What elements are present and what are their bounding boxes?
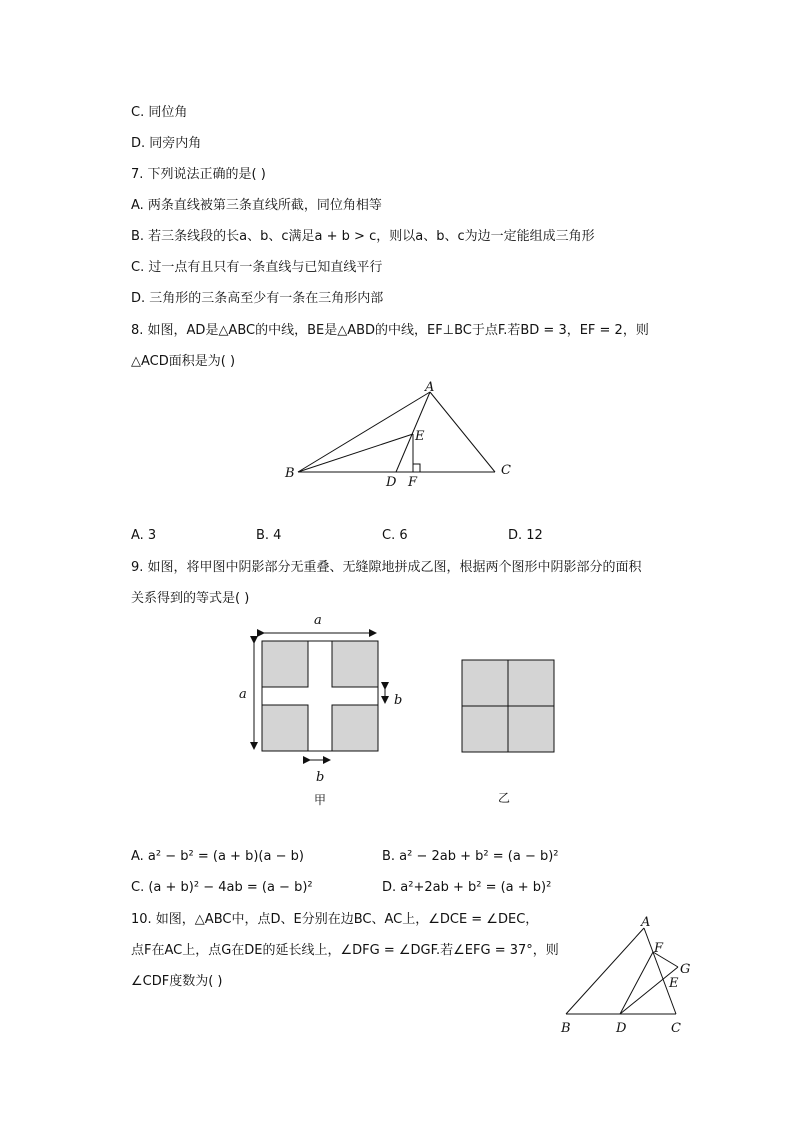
q9-yi-cell-topright [508, 660, 554, 706]
q10-label-b: B [561, 1021, 571, 1036]
q8-label-c: C [501, 463, 511, 478]
q10-label-c: C [671, 1021, 681, 1036]
q9-jia-shaded-topright [332, 641, 378, 687]
q8-label-a: A [425, 380, 435, 395]
q8-segment-be [298, 434, 413, 472]
q8-segment-ab [298, 392, 430, 472]
q9-option-a: A. a² − b² = (a + b)(a − b) [131, 849, 304, 864]
q9-stem-line1: 9. 如图，将甲图中阴影部分无重叠、无缝隙地拼成乙图，根据两个图形中阴影部分的面积 [131, 560, 642, 575]
q10-label-f: F [654, 941, 664, 956]
q8-option-d: D. 12 [508, 528, 543, 543]
q8-label-f: F [408, 475, 418, 490]
q9-label-yi: 乙 [498, 791, 511, 805]
q10-segment-ac [644, 928, 676, 1014]
q10-segment-dg [620, 967, 678, 1014]
q10-segment-ab [566, 928, 644, 1014]
q9-jia-outer-square [262, 641, 378, 751]
q10-segment-fg [653, 952, 678, 967]
q9-jia-shaded-bottomleft [262, 705, 308, 751]
q9-option-c: C. (a + b)² − 4ab = (a − b)² [131, 880, 313, 895]
q7-option-a: A. 两条直线被第三条直线所截，同位角相等 [131, 198, 382, 213]
q9-option-b: B. a² − 2ab + b² = (a − b)² [382, 849, 559, 864]
q8-right-angle-mark [413, 464, 420, 472]
q10-label-a: A [641, 915, 651, 930]
q9-jia-shaded-topleft [262, 641, 308, 687]
q10-label-g: G [680, 962, 691, 977]
q9-yi-cell-bottomright [508, 706, 554, 752]
q10-segment-df [620, 952, 653, 1014]
q9-yi-cell-bottomleft [462, 706, 508, 752]
q9-label-a-top: a [314, 613, 322, 628]
q8-label-b: B [285, 466, 295, 481]
q9-stem-line2: 关系得到的等式是( ) [131, 591, 250, 606]
q7-option-d: D. 三角形的三条高至少有一条在三角形内部 [131, 291, 384, 306]
q8-option-b: B. 4 [256, 528, 282, 543]
q8-segment-ad [396, 392, 430, 472]
q10-label-e: E [669, 976, 679, 991]
q8-label-e: E [415, 429, 425, 444]
q9-label-b-right: b [394, 693, 403, 708]
q6-option-d: D. 同旁内角 [131, 136, 202, 151]
q9-yi-cell-topleft [462, 660, 508, 706]
q10-stem-line2: 点F在AC上，点G在DE的延长线上，∠DFG = ∠DGF.若∠EFG = 37°，则 [131, 943, 559, 958]
q10-label-d: D [616, 1021, 627, 1036]
q9-label-b-bottom: b [316, 770, 325, 785]
q8-stem-line1: 8. 如图，AD是△ABC的中线，BE是△ABD的中线，EF⊥BC于点F.若BD = 3，EF = 2，则 [131, 323, 649, 338]
q8-stem-line2: △ACD面积是为( ) [131, 354, 236, 369]
q9-label-a-left: a [239, 687, 247, 702]
q10-stem-line3: ∠CDF度数为( ) [131, 974, 223, 989]
q9-label-jia: 甲 [314, 793, 327, 807]
q7-stem: 7. 下列说法正确的是( ) [131, 167, 266, 182]
q9-jia-shaded-bottomright [332, 705, 378, 751]
q8-label-d: D [386, 475, 397, 490]
q6-option-c: C. 同位角 [131, 105, 188, 120]
q8-segment-ac [430, 392, 495, 472]
q10-stem-line1: 10. 如图，△ABC中，点D、E分别在边BC、AC上，∠DCE = ∠DEC， [131, 912, 539, 927]
q9-option-d: D. a²+2ab + b² = (a + b)² [382, 880, 552, 895]
q8-option-c: C. 6 [382, 528, 408, 543]
q7-option-b: B. 若三条线段的长a、b、c满足a + b > c，则以a、b、c为边一定能组成三角形 [131, 229, 595, 244]
q8-option-a: A. 3 [131, 528, 157, 543]
q7-option-c: C. 过一点有且只有一条直线与已知直线平行 [131, 260, 383, 275]
